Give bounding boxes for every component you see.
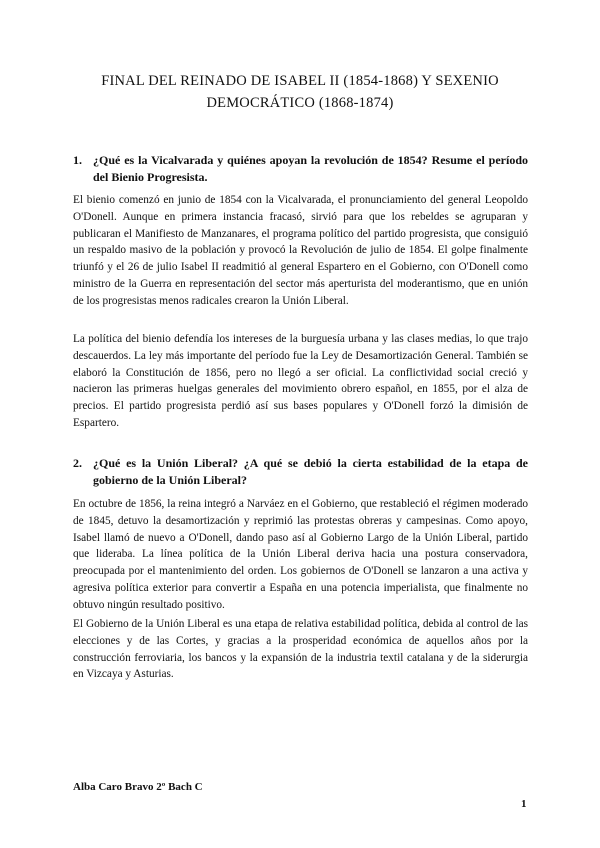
- paragraph: La política del bienio defendía los intereses de la burguesía urbana y las clases medias, lo que trajo descauerdos. La ley más importante del período fue la Ley de Desamortización General. También se elaboró la Constitución de 1856, pero no llegó a ser oficial. La conflictividad social creció y nacieron las primeras huelgas generales del movimiento obrero español, en 1855, por el alza de precios. El partido progresista perdió así sus bases populares y O'Donell forzó la dimisión de Espartero.: [73, 333, 528, 429]
- question-1: [73, 152, 528, 186]
- paragraph: El Gobierno de la Unión Liberal es una etapa de relativa estabilidad política, debida al control de las elecciones y de las Cortes, y gracias a la prosperidad económica de aquellos años por la construcción ferroviaria, los bancos y la expansión de la industria textil catalana y de la siderurgia en Vizcaya y Asturias.: [73, 618, 528, 681]
- question-text: ¿Qué es la Vicalvarada y quiénes apoyan la revolución de 1854? Resume el período del Bienio Progresista.: [93, 153, 528, 184]
- title-line-1: FINAL DEL REINADO DE ISABEL II (1854-1868) Y SEXENIO: [101, 73, 499, 89]
- title-line-2: DEMOCRÁTICO (1868-1874): [206, 95, 394, 111]
- page-number: 1: [521, 798, 527, 810]
- question-text: ¿Qué es la Unión Liberal? ¿A qué se debió la cierta estabilidad de la etapa de gobierno de la Unión Liberal?: [93, 456, 528, 487]
- paragraph: El bienio comenzó en junio de 1854 con la Vicalvarada, el pronunciamiento del general Leopoldo O'Donell. Aunque en primera instancia fracasó, sirvió para que los rebeldes se agruparan y publicaran el Manifiesto de Manzanares, el programa político del partido progresista, que consiguió un respaldo masivo de la población y provocó la Revolución de julio de 1854. El golpe finalmente triunfó y el 26 de julio Isabel II readmitió al general Espartero en el Gobierno, con O'Donell como ministro de la Guerra en representación del sector más aperturista del moderantismo, que en unión de los progresistas menos radicales crearon la Unión Liberal.: [73, 194, 528, 307]
- paragraph: En octubre de 1856, la reina integró a Narváez en el Gobierno, que restableció el régimen moderado de 1845, detuvo la desamortización y reprimió las protestas obreras y campesinas. Como apoyo, Isabel llamó de nuevo a O'Donell, dando paso así al Gobierno Largo de la Unión Liberal, partido que lideraba. La línea política de la Unión Liberal deriva hacia una postura conservadora, preocupada por el mantenimiento del orden. Los gobiernos de O'Donell se lanzaron a una activa y agresiva política exterior para convertir a España en una potencia imperialista, que finalmente no obtuvo ningún resultado positivo.: [73, 498, 528, 611]
- footer-author: Alba Caro Bravo 2º Bach C: [73, 781, 203, 793]
- question-number: 2.: [73, 456, 82, 470]
- question-2: [73, 455, 528, 489]
- question-number: 1.: [73, 153, 82, 167]
- page-title: [60, 70, 540, 114]
